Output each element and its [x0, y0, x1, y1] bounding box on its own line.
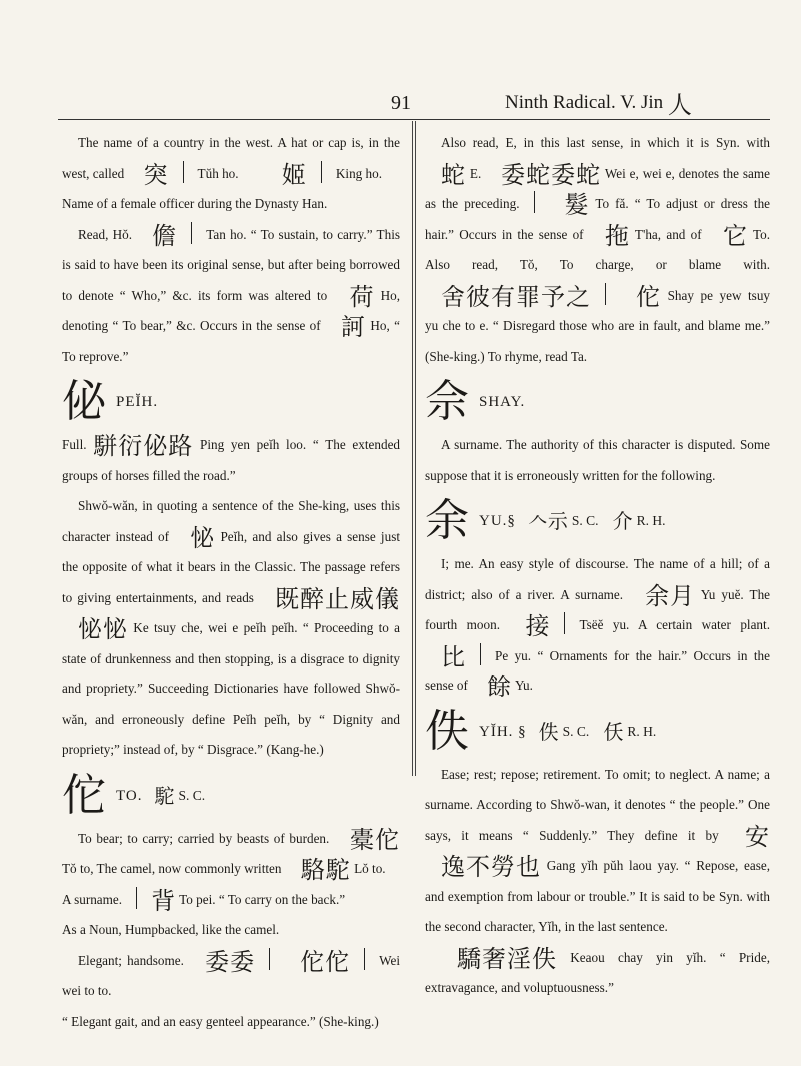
right-column [425, 128, 770, 1004]
entry-paragraph [425, 128, 770, 372]
chinese-text: 佗佗 [300, 947, 351, 976]
text-span: Pe yu. “ Ornaments for the hair.” Occurs in the sense of [425, 647, 770, 693]
variant-label: S. C. [571, 513, 599, 528]
chinese-text: 怭 [190, 523, 216, 552]
head-romanization: TO. [116, 787, 143, 804]
running-title [505, 92, 693, 117]
variant-label: R. H. [636, 513, 666, 528]
vertical-mark [191, 222, 192, 244]
chinese-text: 背 [151, 886, 177, 915]
text-span: Ho, “ To reprove.” [62, 318, 400, 364]
text-span: Keaou chay yin yĭh. “ Pride, extravagance, and voluptuousness.” [425, 949, 770, 995]
variant-character: 佚 [538, 719, 559, 744]
text-span: Full. [62, 437, 87, 452]
text-span: Yu yuĕ. The fourth moon. [425, 586, 771, 632]
variant-character: 仸 [603, 719, 624, 744]
text-span: To pei. “ To carry on the back.” [179, 891, 346, 907]
column-divider [412, 121, 413, 776]
chinese-text: 拖 [604, 221, 630, 250]
chinese-text: 佗 [636, 282, 661, 311]
text-span: I; me. An easy style of discourse. The name of a hill; of a district; also of a river. A surname. [425, 556, 770, 602]
text-span: Ping yen peĭh loo. “ The extended groups of horses filled the road.” [62, 437, 401, 483]
text-span: Ease; rest; repose; retirement. To omit; to neglect. A name; a surname. According to Shwŏ-wan, it denotes “ the people.” One says, it means “ Suddenly.” They define it by [425, 766, 770, 843]
vertical-mark [564, 612, 565, 634]
chinese-text: 姬 [281, 160, 307, 189]
chinese-text: 接 [525, 612, 551, 640]
header-rule [58, 119, 770, 120]
text-span: Wei wei to to. [62, 952, 400, 998]
entry-heading-shay [425, 378, 770, 426]
text-span: King ho. [335, 165, 383, 181]
chinese-text: 突 [143, 160, 169, 189]
chinese-text: 委蛇委蛇 [501, 160, 602, 189]
chinese-text: 蛇 [441, 160, 466, 189]
entry-heading-peih [62, 378, 400, 426]
text-span: Wei e, wei e, denotes the same as the preceding. [425, 165, 770, 211]
head-character: 佖 [62, 376, 106, 427]
text-span: Ninth Radical. V. Jin [505, 92, 664, 113]
text-span: The name of a country in the west. A hat or cap is, in the west, called [62, 135, 400, 181]
text-span: Tsëĕ yu. A certain water plant. [579, 617, 770, 632]
entry-paragraph [425, 549, 770, 702]
column-divider-inner [415, 121, 416, 776]
text-span: “ Elegant gait, and an easy genteel appearance.” (She-king.) [62, 1013, 379, 1029]
vertical-mark [605, 283, 606, 305]
chinese-text: 既醉止威儀 [275, 584, 400, 613]
variant-label: S. C. [562, 723, 590, 739]
chinese-text: 駢衍佖路 [93, 432, 194, 460]
variant-character: 𠆢示 [527, 509, 568, 533]
entry-paragraph [62, 220, 400, 373]
entry-paragraph [62, 1007, 400, 1038]
text-span: Tŭh ho. [197, 165, 239, 181]
page-number: 91 [391, 92, 411, 114]
text-span: A surname. The authority of this character is disputed. Some suppose that it is erroneously written for the following. [425, 437, 770, 483]
chinese-text: 髮 [564, 191, 590, 219]
text-span: To. Also read, Tŏ, To charge, or blame with. [425, 226, 771, 272]
entry-heading-yu [425, 497, 770, 545]
text-span: Yu. [514, 678, 533, 693]
entry-paragraph [425, 943, 770, 1004]
chinese-text: 委委 [205, 947, 256, 976]
variant-character: 駝 [154, 783, 175, 808]
chinese-text: 安 [745, 822, 770, 851]
head-character: 佗 [62, 769, 106, 821]
head-romanization: SHAY. [479, 394, 526, 410]
chinese-text: 訶 [341, 313, 367, 341]
head-character: 佘 [425, 376, 469, 427]
text-span: Tan ho. “ To sustain, to carry.” This is said to have been its original sense, but after being borrowed to denote “ Who,” &c. its form was altered to [62, 226, 400, 303]
chinese-text: 余月 [645, 581, 696, 610]
vertical-mark [364, 948, 365, 970]
chinese-text: 驕奢淫佚 [457, 944, 557, 973]
chinese-text: 它 [722, 221, 748, 250]
chinese-text: 逸不勞也 [441, 853, 541, 881]
chinese-text: 餘 [487, 673, 513, 701]
left-column [62, 128, 400, 1037]
entry-paragraph [62, 885, 400, 916]
vertical-mark [183, 161, 184, 183]
variant-label: S. C. [178, 787, 206, 803]
entry-paragraph [62, 946, 400, 1007]
text-span: To bear; to carry; carried by beasts of burden. [78, 830, 330, 846]
entry-paragraph [62, 824, 400, 885]
head-romanization: YĬH. § [479, 723, 527, 740]
entry-heading-yih [425, 705, 770, 757]
entry-paragraph [425, 760, 770, 943]
text-span: A surname. [62, 891, 123, 907]
page-header [0, 92, 801, 122]
entry-paragraph [62, 430, 400, 491]
vertical-mark [136, 887, 137, 909]
text-span: T'ha, and of [634, 226, 702, 242]
head-romanization: YU.§ [479, 513, 516, 529]
vertical-mark [269, 948, 270, 970]
entry-paragraph [425, 430, 770, 491]
entry-paragraph [62, 491, 400, 766]
variant-character: 介 [612, 509, 633, 533]
text-span: Shwŏ-wăn, in quoting a sentence of the She-king, uses this character instead of [62, 498, 400, 544]
chinese-text: 舍彼有罪予之 [441, 282, 591, 311]
entry-paragraph [62, 189, 400, 220]
text-span: Gang yĭh pŭh laou yay. “ Repose, ease, and exemption from labour or trouble.” It is said to be Syn. with the second character, Yĭh, in the last sentence. [425, 858, 771, 934]
text-span: Ho, denoting “ To bear,” &c. Occurs in the sense of [62, 287, 401, 333]
text-span: To fă. “ To adjust or dress the hair.” Occurs in the sense of [425, 196, 771, 242]
chinese-text: 儋 [152, 221, 178, 250]
radical-char: 人 [667, 91, 693, 119]
text-span: E. [469, 165, 482, 181]
chinese-text: 橐佗 [350, 825, 400, 854]
variant-label: R. H. [627, 723, 657, 739]
text-span: Name of a female officer during the Dynasty Han. [62, 196, 328, 211]
text-span: Ke tsuy che, wei e peĭh peĭh. “ Proceeding to a state of drunkenness and then stopping, is a disgrace to dignity and propriety.” Succeeding Dictionaries have followed Shwŏ-wăn, and erroneously define Peĭh peĭh, by “ Dignity and propriety;” instead of, by “ Disgrace.” (Kang-he.) [62, 620, 400, 757]
text-span: Tŏ to, The camel, now commonly written [62, 861, 282, 876]
chinese-text: 怭怭 [78, 615, 128, 643]
entry-heading-to [62, 769, 400, 821]
entry-paragraph [62, 128, 400, 189]
text-span: Shay pe yew tsuy yu che to e. “ Disregard those who are in fault, and blame me.” (She-king.) To rhyme, read Ta. [425, 287, 771, 364]
head-romanization: PEĬH. [116, 394, 159, 410]
vertical-mark [480, 643, 481, 665]
entry-paragraph [62, 915, 400, 946]
text-span: Peĭh, and also gives a sense just the opposite of what it bears in the Classic. The passage refers to giving entertainments, and reads [62, 528, 400, 605]
text-span: Also read, E, in this last sense, in which it is Syn. with [441, 135, 770, 150]
chinese-text: 駱駝 [300, 856, 351, 884]
text-span: Elegant; handsome. [78, 952, 184, 968]
chinese-text: 比 [441, 642, 466, 671]
vertical-mark [321, 161, 322, 183]
head-character: 佚 [425, 705, 469, 757]
text-span: As a Noun, Humpbacked, like the camel. [62, 922, 280, 937]
text-span: Lŏ to. [354, 861, 386, 876]
head-character: 余 [425, 495, 469, 546]
vertical-mark [534, 191, 535, 213]
text-span: Read, Hŏ. [78, 226, 133, 242]
chinese-text: 荷 [349, 282, 375, 311]
